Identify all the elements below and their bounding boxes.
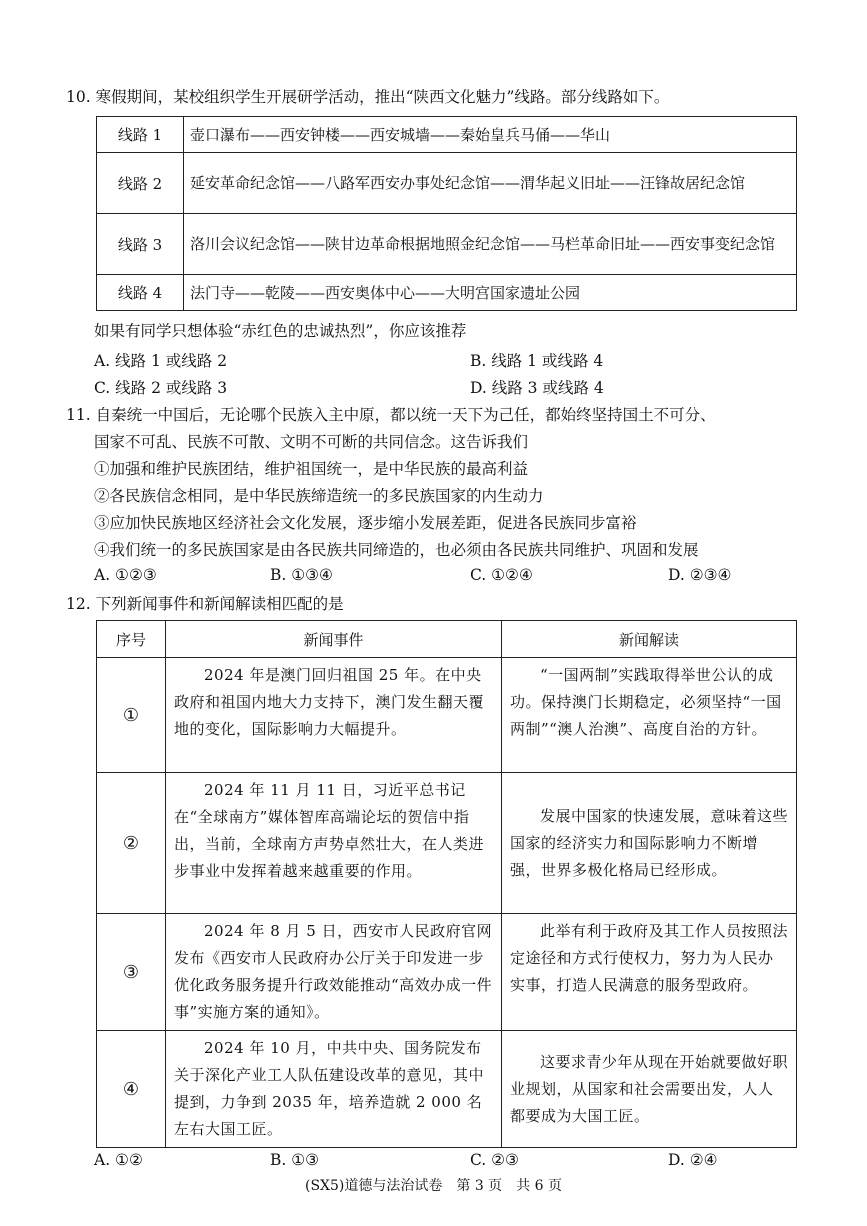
reading-text: 这要求青少年从现在开始就要做好职业规划，从国家和社会需要出发，人人都要成为大国工匠。 — [510, 1052, 789, 1125]
reading-text: 此举有利于政府及其工作人员按照法定途径和方式行使权力，努力为人民办实事，打造人民满意的服务型政府。 — [510, 922, 789, 994]
row-index: ② — [97, 773, 166, 914]
table-row — [97, 658, 797, 773]
table-row — [97, 1031, 797, 1148]
route-text: 延安革命纪念馆——八路军西安办事处纪念馆——渭华起义旧址——汪锋故居纪念馆 — [184, 153, 797, 214]
q10-stem: 10. 寒假期间，某校组织学生开展研学活动，推出“陕西文化魅力”线路。部分线路如下。 — [66, 88, 670, 106]
q10-question: 如果有同学只想体验“赤红色的忠诚热烈”，你应该推荐 — [94, 322, 467, 340]
row-event — [166, 914, 502, 1031]
table-row — [97, 914, 797, 1031]
q11-option-c[interactable]: C. ①②④ — [470, 566, 533, 584]
q12-option-d[interactable]: D. ②④ — [668, 1151, 718, 1169]
row-event — [166, 1031, 502, 1148]
q11-option-b[interactable]: B. ①③④ — [270, 566, 333, 584]
event-text: 2024 年是澳门回归祖国 25 年。在中央政府和祖国内地大力支持下，澳门发生翻天覆地的变化，国际影响力大幅提升。 — [174, 666, 485, 738]
q10-option-d[interactable]: D. 线路 3 或线路 4 — [470, 379, 604, 397]
route-text: 壶口瀑布——西安钟楼——西安城墙——秦始皇兵马俑——华山 — [184, 117, 797, 153]
header-reading: 新闻解读 — [502, 621, 797, 658]
row-event — [166, 658, 502, 773]
q11-stem-line2: 国家不可乱、民族不可散、文明不可断的共同信念。这告诉我们 — [94, 433, 529, 451]
row-event — [166, 773, 502, 914]
row-reading — [502, 1031, 797, 1148]
q11-item-1: ①加强和维护民族团结，维护祖国统一，是中华民族的最高利益 — [94, 460, 529, 478]
route-name: 线路 4 — [97, 275, 184, 311]
route-text: 洛川会议纪念馆——陕甘边革命根据地照金纪念馆——马栏革命旧址——西安事变纪念馆 — [184, 214, 797, 275]
route-text: 法门寺——乾陵——西安奥体中心——大明宫国家遗址公园 — [184, 275, 797, 311]
q12-news-table — [96, 620, 797, 1148]
reading-text: “一国两制”实践取得举世公认的成功。保持澳门长期稳定，必须坚持“一国两制”“澳人治澳”、高度自治的方针。 — [510, 666, 782, 738]
header-index: 序号 — [97, 621, 166, 658]
route-row — [97, 117, 797, 153]
route-row — [97, 275, 797, 311]
row-reading — [502, 914, 797, 1031]
q12-option-a[interactable]: A. ①② — [94, 1151, 143, 1169]
table-row — [97, 773, 797, 914]
row-index: ① — [97, 658, 166, 773]
q10-option-c[interactable]: C. 线路 2 或线路 3 — [94, 379, 228, 397]
q11-item-3: ③应加快民族地区经济社会文化发展，逐步缩小发展差距，促进各民族同步富裕 — [94, 514, 637, 532]
route-row — [97, 214, 797, 275]
event-text: 2024 年 8 月 5 日，西安市人民政府官网发布《西安市人民政府办公厅关于印发进一步优化政务服务提升行政效能推动“高效办成一件事”实施方案的通知》。 — [174, 922, 493, 1021]
route-name: 线路 3 — [97, 214, 184, 275]
q11-item-2: ②各民族信念相同，是中华民族缔造统一的多民族国家的内生动力 — [94, 487, 544, 505]
q11-option-d[interactable]: D. ②③④ — [668, 566, 732, 584]
q12-option-b[interactable]: B. ①③ — [270, 1151, 320, 1169]
q10-option-a[interactable]: A. 线路 1 或线路 2 — [94, 352, 228, 370]
route-name: 线路 1 — [97, 117, 184, 153]
route-row — [97, 153, 797, 214]
table-header-row — [97, 621, 797, 658]
q10-route-table — [96, 116, 797, 311]
row-index: ④ — [97, 1031, 166, 1148]
reading-text: 发展中国家的快速发展，意味着这些国家的经济实力和国际影响力不断增强，世界多极化格局已经形成。 — [510, 806, 789, 879]
q11-stem-line1: 11. 自秦统一中国后，无论哪个民族入主中原，都以统一天下为己任，都始终坚持国土不可分、 — [66, 406, 716, 424]
row-index: ③ — [97, 914, 166, 1031]
route-name: 线路 2 — [97, 153, 184, 214]
q11-option-a[interactable]: A. ①②③ — [94, 566, 157, 584]
header-event: 新闻事件 — [166, 621, 502, 658]
event-text: 2024 年 11 月 11 日，习近平总书记在“全球南方”媒体智库高端论坛的贺信中指出，当前，全球南方声势卓然壮大，在人类进步事业中发挥着越来越重要的作用。 — [174, 781, 485, 880]
q12-stem: 12. 下列新闻事件和新闻解读相匹配的是 — [66, 595, 344, 613]
page-footer: (SX5)道德与法治试卷 第 3 页 共 6 页 — [304, 1178, 562, 1194]
q11-item-4: ④我们统一的多民族国家是由各民族共同缔造的，也必须由各民族共同维护、巩固和发展 — [94, 541, 699, 559]
row-reading — [502, 773, 797, 914]
q12-option-c[interactable]: C. ②③ — [470, 1151, 519, 1169]
q10-option-b[interactable]: B. 线路 1 或线路 4 — [470, 352, 604, 370]
row-reading — [502, 658, 797, 773]
event-text: 2024 年 10 月，中共中央、国务院发布关于深化产业工人队伍建设改革的意见，其中提到，力争到 2035 年，培养造就 2 000 名左右大国工匠。 — [174, 1039, 485, 1138]
